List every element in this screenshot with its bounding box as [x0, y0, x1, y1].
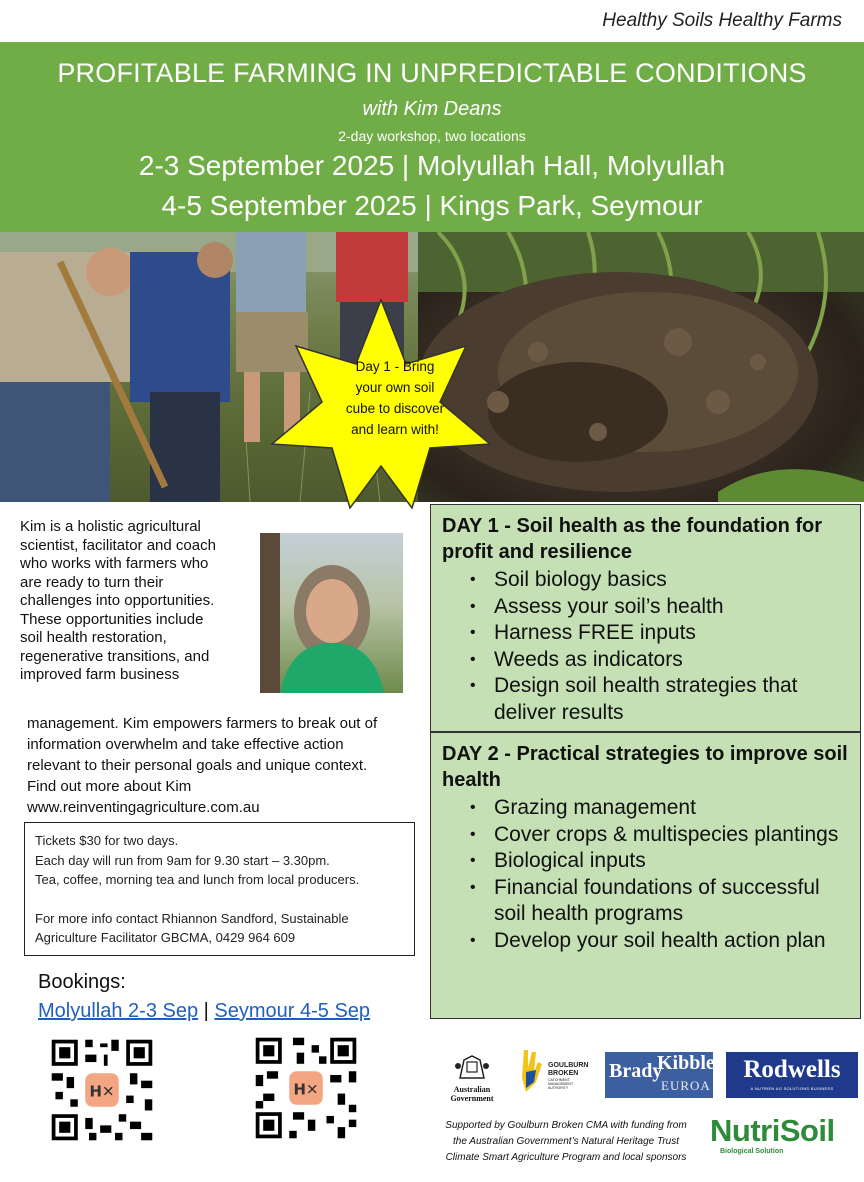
goulburn-broken-cma-logo — [518, 1048, 598, 1098]
svg-text:H✕: H✕ — [293, 1080, 319, 1099]
tickets-contact: For more info contact Rhiannon Sandford, Sustainable — [35, 910, 349, 926]
brady-kibble-logo — [605, 1052, 713, 1098]
tickets-price: Tickets $30 for two days. — [35, 833, 179, 848]
list-item: • Develop your soil health action plan — [442, 928, 850, 955]
supported-line: the Australian Government’s Natural Heritage Trust — [452, 1136, 680, 1147]
callout-line: your own soil — [355, 380, 435, 395]
bookings-label: Bookings: — [38, 971, 126, 993]
bio-line: challenges into opportunities. — [20, 592, 215, 609]
logo-text: GOULBURN — [548, 1062, 589, 1069]
day2-list — [442, 795, 850, 954]
tagline: Healthy Soils Healthy Farms — [602, 10, 842, 31]
tickets-catering: Tea, coffee, morning tea and lunch from local producers. — [35, 872, 360, 887]
booking-link-seymour[interactable]: Seymour 4-5 Sep — [214, 1000, 371, 1022]
logo-text: Australian Government — [450, 1085, 494, 1103]
logo-text: NutriSoil — [710, 1113, 835, 1148]
supported-line: Supported by Goulburn Broken CMA with funding from — [445, 1120, 687, 1131]
callout-text — [330, 356, 460, 440]
booking-link-molyullah[interactable]: Molyullah 2-3 Sep — [38, 1000, 199, 1022]
bio-line: soil health restoration, — [20, 629, 167, 646]
list-item: • Financial foundations of successful soil health programs — [442, 875, 850, 928]
bio-line: who works with farmers who — [20, 555, 209, 572]
bio-line: These opportunities include — [20, 610, 204, 628]
presenter-bio — [20, 518, 235, 685]
list-item: • Grazing management — [442, 795, 850, 822]
list-item: • Assess your soil’s health — [442, 594, 850, 621]
rodwells-logo — [726, 1052, 858, 1098]
supported-line: Climate Smart Agriculture Program and local sponsors — [445, 1152, 687, 1163]
logo-text: Rodwells — [743, 1056, 841, 1083]
callout-line: Day 1 - Bring — [355, 359, 435, 374]
logo-text: BROKEN — [548, 1070, 579, 1077]
svg-text:H✕: H✕ — [89, 1082, 115, 1101]
presenter-line: with Kim Deans — [362, 98, 502, 120]
event-title: PROFITABLE FARMING IN UNPREDICTABLE CONDITIONS — [57, 58, 807, 88]
logo-text — [548, 1062, 588, 1090]
logo-text: Kibble — [657, 1052, 715, 1074]
list-item: • Design soil health strategies that deliver results — [442, 673, 850, 726]
day1-list — [442, 567, 850, 726]
date-location-1: 2-3 September 2025 | Molyullah Hall, Molyullah — [138, 150, 726, 181]
workshop-format: 2-day workshop, two locations — [338, 128, 526, 144]
callout-line: and learn with! — [351, 422, 439, 437]
logo-text: Biological Solution — [720, 1148, 784, 1155]
logo-text: CATCHMENT MANAGEMENT AUTHORITY — [548, 1078, 574, 1090]
supported-by-text — [432, 1118, 700, 1166]
coat-of-arms-icon — [452, 1052, 492, 1080]
qr-code-seymour[interactable] — [252, 1034, 360, 1142]
day1-title: DAY 1 - Soil health as the foundation for profit and resilience — [442, 515, 823, 563]
bio-line: regenerative transitions, and — [20, 647, 210, 665]
list-item: • Biological inputs — [442, 848, 850, 875]
tickets-info-box — [24, 822, 415, 956]
list-item: • Cover crops & multispecies plantings — [442, 822, 850, 849]
day2-panel — [430, 732, 861, 1019]
date-location-2: 4-5 September 2025 | Kings Park, Seymour — [161, 190, 703, 221]
bio-line: are ready to turn their — [20, 573, 164, 591]
portrait-illustration — [260, 533, 403, 693]
logo-text: Brady — [609, 1060, 663, 1082]
day1-panel — [430, 504, 861, 732]
callout-line: cube to discover — [345, 401, 445, 416]
website-link[interactable]: www.reinventingagriculture.com.au — [27, 799, 260, 816]
list-item: • Harness FREE inputs — [442, 620, 850, 647]
list-item: • Soil biology basics — [442, 567, 850, 594]
bio-line: Kim is a holistic agricultural — [20, 518, 201, 535]
qr-code-molyullah[interactable] — [48, 1036, 156, 1144]
logo-text: A NUTRIEN AG SOLUTIONS BUSINESS — [750, 1086, 834, 1091]
bio-line: relevant to their personal goals and unique context. — [27, 757, 368, 774]
bio-line: management. Kim empowers farmers to break out of — [27, 715, 378, 732]
nutrisoil-logo — [710, 1114, 860, 1158]
title-banner — [0, 42, 864, 232]
list-item: • Weeds as indicators — [442, 647, 850, 674]
bio-line: scientist, facilitator and coach — [20, 536, 216, 554]
day2-title: DAY 2 - Practical strategies to improve soil health — [442, 743, 848, 791]
logo-text: EUROA — [661, 1078, 711, 1093]
bio-line: Find out more about Kim — [27, 778, 192, 795]
australian-government-logo — [432, 1052, 512, 1103]
tickets-times: Each day will run from 9am for 9.30 start – 3.30pm. — [35, 852, 330, 868]
presenter-portrait — [260, 533, 403, 693]
bio-line: information overwhelm and take effective action — [27, 736, 344, 753]
bio-line: improved farm business — [20, 666, 180, 683]
hand-icon — [518, 1048, 544, 1094]
presenter-bio-continued — [27, 713, 422, 818]
tickets-contact: Agriculture Facilitator GBCMA, 0429 964 609 — [35, 930, 296, 945]
booking-separator: | — [203, 1000, 209, 1022]
booking-links — [38, 1000, 370, 1023]
